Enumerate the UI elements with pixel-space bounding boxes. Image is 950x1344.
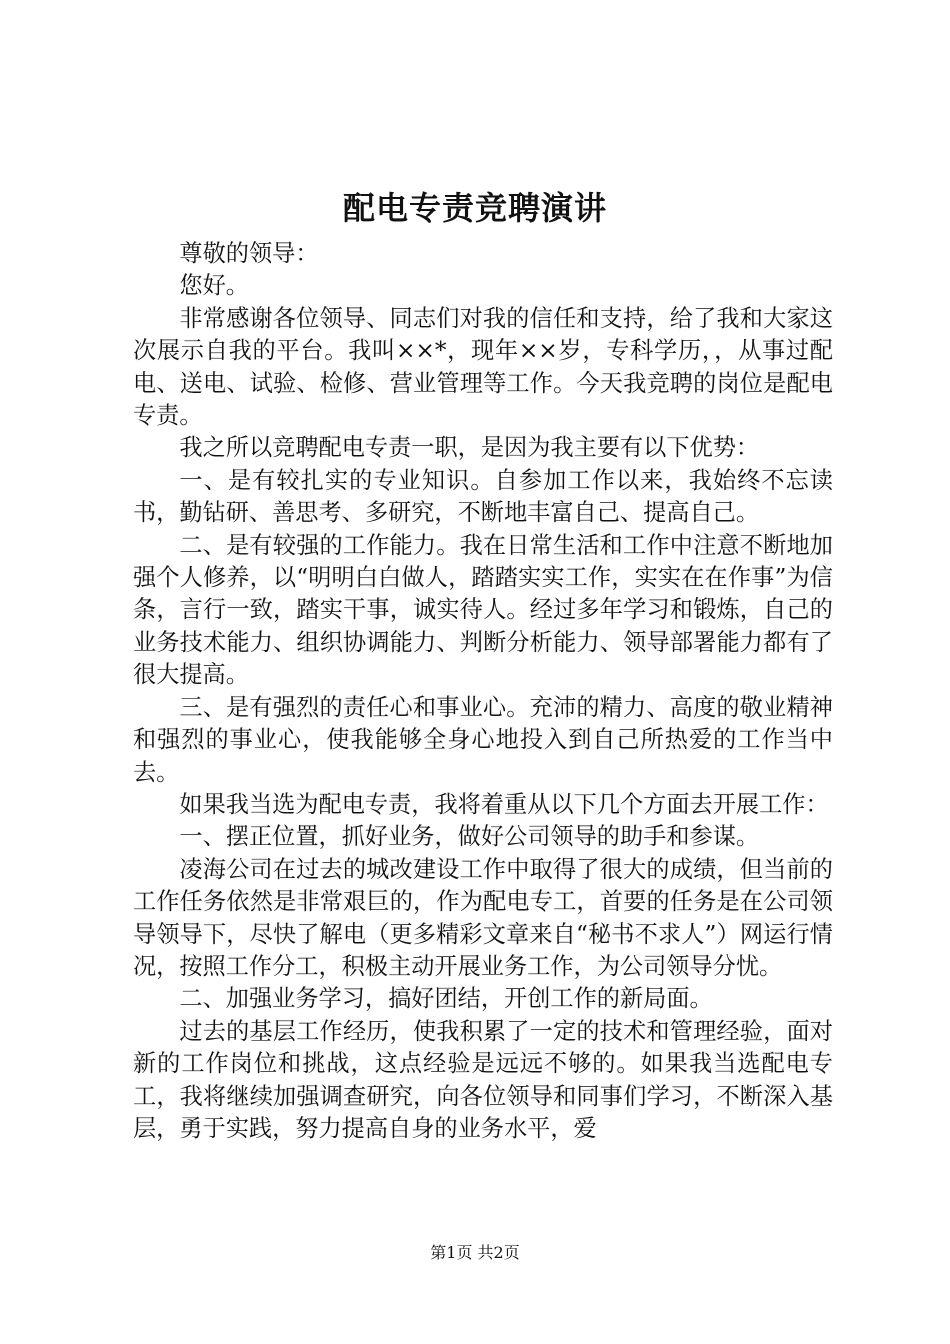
paragraph-advantage-3: 三、是有强烈的责任心和事业心。充沛的精力、高度的敬业精神和强烈的事业心，使我能够全身心地投入到自己所热爱的工作当中去。 bbox=[133, 693, 833, 786]
greeting: 您好。 bbox=[179, 272, 249, 300]
paragraph-advantage-1: 一、是有较扎实的专业知识。自参加工作以来，我始终不忘读书，勤钻研、善思考、多研究，不断地丰富自己、提高自己。 bbox=[133, 466, 833, 527]
document-title: 配电专责竞聘演讲 bbox=[342, 189, 607, 227]
salutation: 尊敬的领导： bbox=[179, 240, 319, 267]
paragraph-advantage-2: 二、是有较强的工作能力。我在日常生活和工作中注意不断地加强个人修养，以“明明白白做人，踏踏实实工作，实实在在作事”为信条，言行一致，踏实干事，诚实待人。经过多年学习和锻炼，自己的业务技术能力、组织协调能力、判断分析能力、领导部署能力都有了很大提高。 bbox=[133, 531, 833, 689]
paragraph-advantages: 我之所以竞聘配电专责一职，是因为我主要有以下优势： bbox=[179, 434, 760, 462]
page-number-footer: 第1页 共2页 bbox=[430, 1243, 520, 1262]
paragraph-plan-2-heading: 二、加强业务学习，搞好团结，开创工作的新局面。 bbox=[179, 985, 713, 1013]
document-body bbox=[133, 238, 833, 1145]
paragraph-plan-1-body: 凌海公司在过去的城改建设工作中取得了很大的成绩，但当前的工作任务依然是非常艰巨的，作为配电专工，首要的任务是在公司领导领导下，尽快了解电（更多精彩文章来自“秘书不求人”）网运行情况，按照工作分工，积极主动开展业务工作，为公司领导分忧。 bbox=[133, 855, 833, 980]
paragraph-plan-intro: 如果我当选为配电专责，我将着重从以下几个方面去开展工作： bbox=[179, 790, 829, 818]
paragraph-intro: 非常感谢各位领导、同志们对我的信任和支持，给了我和大家这次展示自我的平台。我叫××*，现年××岁，专科学历，，从事过配电、送电、试验、检修、营业管理等工作。今天我竞聘的岗位是配电专责。 bbox=[133, 304, 833, 430]
paragraph-plan-2-body: 过去的基层工作经历，使我积累了一定的技术和管理经验，面对新的工作岗位和挑战，这点经验是远远不够的。如果我当选配电专工，我将继续加强调查研究，向各位领导和同事们学习，不断深入基层，勇于实践，努力提高自身的业务水平，爱 bbox=[133, 1017, 833, 1142]
paragraph-plan-1-heading: 一、摆正位置，抓好业务，做好公司领导的助手和参谋。 bbox=[179, 823, 760, 851]
